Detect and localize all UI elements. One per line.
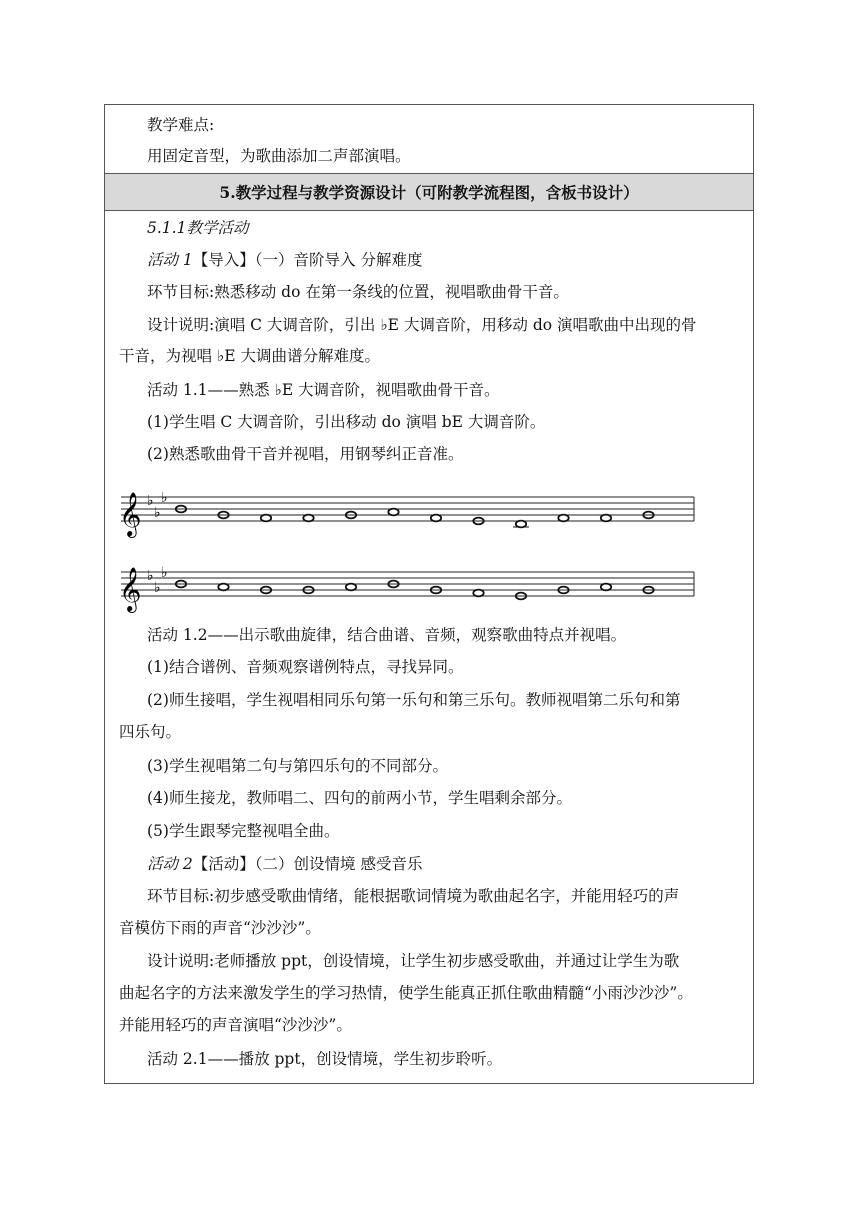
music-staff-1	[119, 485, 709, 545]
activity1-title	[105, 250, 795, 270]
flat-key-signature-icon: ♭	[161, 490, 168, 506]
activity1-goal: 环节目标:熟悉移动 do 在第一条线的位置，视唱歌曲骨干音。	[147, 283, 569, 301]
activity1-title-rest: 【导入】（一）音阶导入 分解难度	[192, 251, 423, 269]
activity2-title-italic: 活动 2	[147, 855, 193, 873]
activity12-step5: (5)学生跟琴完整视唱全曲。	[147, 822, 340, 840]
activity11-title: 活动 1.1——熟悉 ♭E 大调音阶，视唱歌曲骨干音。	[147, 381, 500, 399]
activity2-design-line1: 设计说明:老师播放 ppt，创设情境，让学生初步感受歌曲，并通过让学生为歌	[147, 952, 680, 970]
whole-note-1-3	[303, 515, 313, 522]
flat-key-signature-icon: ♭	[154, 580, 161, 596]
activity11-step1: (1)学生唱 C 大调音阶，引出移动 do 演唱 bE 大调音阶。	[147, 413, 546, 431]
activity1-title-italic: 活动 1	[147, 251, 193, 269]
whole-note-1-8	[516, 521, 526, 528]
activity12-title: 活动 1.2——出示歌曲旋律，结合曲谱、音频，观察歌曲特点并视唱。	[147, 626, 627, 644]
whole-note-1-5	[388, 509, 398, 516]
activity1-design-line2: 干音，为视唱 ♭E 大调曲谱分解难度。	[119, 347, 380, 365]
activity1-design-line1: 设计说明:演唱 C 大调音阶，引出 ♭E 大调音阶，用移动 do 演唱歌曲中出现的骨	[147, 316, 697, 334]
difficulty-label: 教学难点:	[147, 116, 215, 134]
activity12-step2-line1: (2)师生接唱，学生视唱相同乐句第一乐句和第三乐句。教师视唱第二乐句和第	[147, 691, 681, 709]
activity12-step4: (4)师生接龙，教师唱二、四句的前两小节，学生唱剩余部分。	[147, 789, 572, 807]
difficulty-text: 用固定音型，为歌曲添加二声部演唱。	[147, 147, 411, 165]
activity2-title-rest: 【活动】（二）创设情境 感受音乐	[192, 855, 423, 873]
flat-key-signature-icon: ♭	[161, 565, 168, 581]
flat-key-signature-icon: ♭	[147, 568, 154, 584]
section-header: 5.教学过程与教学资源设计（可附教学流程图，含板书设计）	[105, 173, 753, 211]
activity12-step2-line2: 四乐句。	[119, 723, 182, 741]
flat-key-signature-icon: ♭	[147, 493, 154, 509]
activity2-design-line3: 并能用轻巧的声音演唱“沙沙沙”。	[119, 1016, 352, 1034]
whole-note-1-9	[558, 515, 568, 522]
treble-clef-icon: 𝄞	[119, 492, 142, 536]
activity12-step1: (1)结合谱例、音频观察谱例特点，寻找异同。	[147, 658, 464, 676]
whole-note-1-10	[601, 515, 611, 522]
music-staff-2	[119, 560, 709, 620]
activity11-step2: (2)熟悉歌曲骨干音并视唱，用钢琴纠正音准。	[147, 445, 464, 463]
activity2-goal-line2: 音模仿下雨的声音“沙沙沙”。	[119, 919, 321, 937]
activity12-step3: (3)学生视唱第二句与第四乐句的不同部分。	[147, 757, 448, 775]
activity2-title	[105, 854, 795, 874]
whole-note-2-1	[218, 584, 228, 591]
difficulty-cell	[105, 105, 753, 173]
whole-note-2-7	[473, 590, 483, 597]
activity21-title: 活动 2.1——播放 ppt，创设情境，学生初步聆听。	[147, 1050, 503, 1068]
whole-note-2-10	[601, 584, 611, 591]
whole-note-2-4	[346, 584, 356, 591]
activity2-goal-line1: 环节目标:初步感受歌曲情绪，能根据歌词情境为歌曲起名字，并能用轻巧的声	[147, 887, 680, 905]
lesson-table	[104, 104, 754, 1084]
activity2-design-line2: 曲起名字的方法来激发学生的学习热情，使学生能真正抓住歌曲精髓“小雨沙沙沙”。	[119, 984, 693, 1002]
whole-note-1-6	[431, 515, 441, 522]
treble-clef-icon: 𝄞	[119, 567, 142, 611]
flat-key-signature-icon: ♭	[154, 505, 161, 521]
whole-note-1-2	[261, 515, 271, 522]
sub-title: 5.1.1教学活动	[147, 219, 249, 237]
